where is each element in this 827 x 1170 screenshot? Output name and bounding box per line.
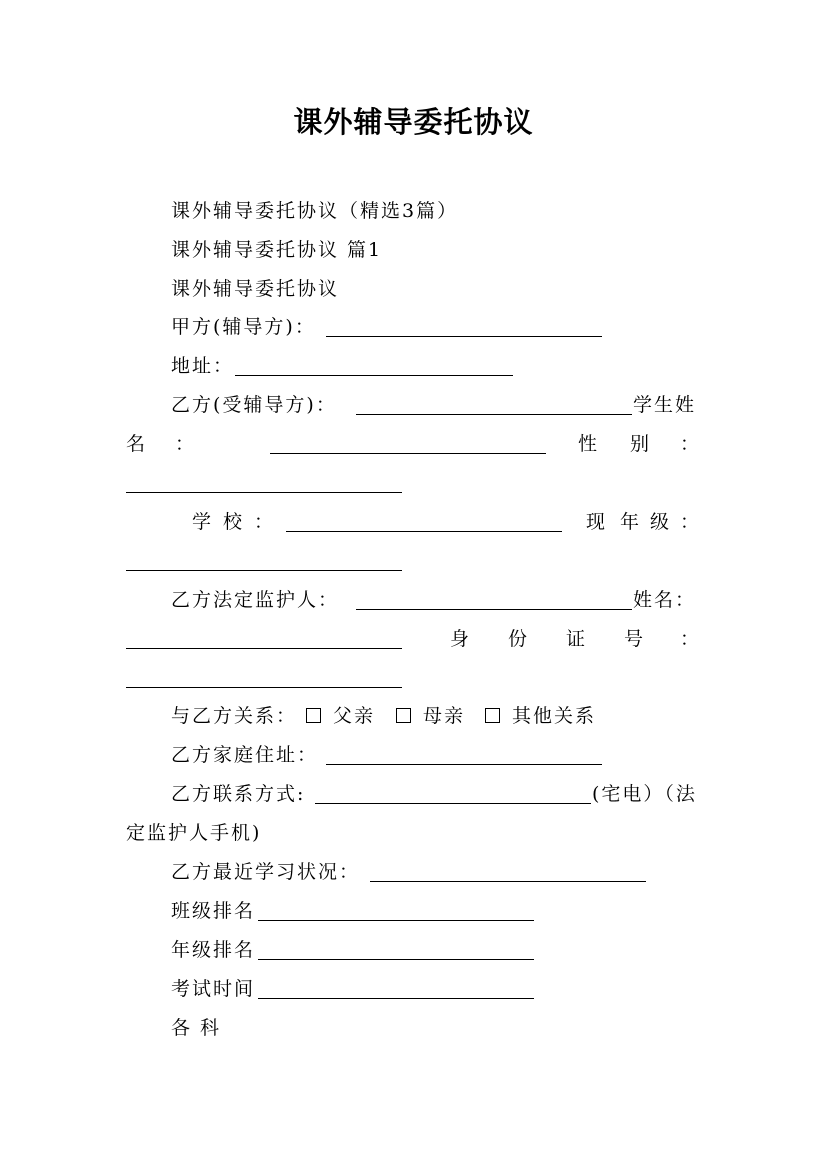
option-label: 母亲: [423, 705, 466, 727]
study-status-blank[interactable]: [370, 881, 646, 882]
home-address-line: [0, 739, 827, 771]
grade-blank-line: [0, 545, 827, 577]
id-label-char: 身: [450, 628, 472, 650]
id-label-char: 份: [508, 628, 530, 650]
gender-blank[interactable]: [126, 492, 402, 493]
school-line: [0, 506, 827, 538]
checkbox-icon[interactable]: [306, 708, 321, 723]
exam-time-line: [0, 973, 827, 1005]
section-heading: 课外辅导委托协议 篇1: [171, 239, 383, 261]
student-name-label-end: 名: [126, 433, 148, 455]
class-rank-line: [0, 895, 827, 927]
colon: ：: [175, 433, 197, 455]
grade-rank-blank[interactable]: [258, 959, 534, 960]
student-name-line: [0, 428, 827, 460]
text-line: [0, 817, 827, 849]
text-line: [0, 234, 827, 266]
id-line: [0, 623, 827, 655]
student-name-label-start: 学生姓: [633, 394, 697, 416]
address-label: 地址：: [171, 355, 235, 377]
id-blank-line: [0, 662, 827, 694]
grade-rank-line: [0, 934, 827, 966]
relation-option-mother[interactable]: [396, 700, 465, 732]
home-address-blank[interactable]: [326, 764, 602, 765]
grade-label-char: 现: [586, 511, 608, 533]
contact-phone-note: (宅电）（法: [592, 783, 697, 805]
party-a-line: [0, 311, 827, 343]
grade-rank-label: 年级排名: [171, 939, 256, 961]
guardian-label: 乙方法定监护人：: [171, 589, 340, 611]
party-a-blank[interactable]: [326, 336, 602, 337]
study-status-line: [0, 856, 827, 888]
checkbox-icon[interactable]: [396, 708, 411, 723]
address-line: [0, 350, 827, 382]
colon: ：: [680, 511, 702, 533]
agreement-heading: 课外辅导委托协议: [171, 278, 340, 300]
party-a-label: 甲方(辅导方)：: [171, 316, 316, 338]
subtitle-text: 课外辅导委托协议（精选3篇）: [171, 200, 459, 222]
grade-label-char: 级: [650, 511, 672, 533]
gender-blank-line: [0, 467, 827, 499]
grade-blank[interactable]: [126, 570, 402, 571]
school-blank[interactable]: [286, 531, 562, 532]
guardian-blank[interactable]: [356, 609, 632, 610]
home-address-label: 乙方家庭住址：: [171, 744, 319, 766]
relation-line: [0, 700, 827, 732]
address-blank[interactable]: [235, 375, 513, 376]
option-label: 其他关系: [512, 705, 597, 727]
school-label-char: 校: [223, 511, 245, 533]
text-line: [0, 195, 827, 227]
id-label-char: 号: [624, 628, 646, 650]
gender-label-char: 性: [578, 433, 600, 455]
guardian-name-blank[interactable]: [126, 648, 402, 649]
party-b-blank[interactable]: [356, 414, 632, 415]
guardian-line: [0, 584, 827, 616]
colon: ：: [680, 628, 702, 650]
gender-label-char: 别: [630, 433, 652, 455]
guardian-phone-note: 定监护人手机): [126, 822, 262, 844]
subjects-label: 各 科: [171, 1017, 222, 1039]
relation-label: 与乙方关系：: [171, 705, 298, 727]
colon: ：: [680, 433, 702, 455]
study-status-label: 乙方最近学习状况：: [171, 861, 361, 883]
guardian-name-label: 姓名：: [633, 589, 697, 611]
class-rank-blank[interactable]: [258, 920, 534, 921]
exam-time-blank[interactable]: [258, 998, 534, 999]
school-label-char: 学: [192, 511, 214, 533]
option-label: 父亲: [333, 705, 376, 727]
id-label-char: 证: [566, 628, 588, 650]
student-name-blank[interactable]: [270, 453, 546, 454]
id-number-blank[interactable]: [126, 687, 402, 688]
contact-label: 乙方联系方式:: [171, 783, 306, 805]
contact-blank[interactable]: [315, 803, 591, 804]
text-line: [0, 273, 827, 305]
contact-line: [0, 778, 827, 810]
colon: ：: [254, 511, 276, 533]
party-b-line: [0, 389, 827, 421]
document-title: 课外辅导委托协议: [293, 105, 534, 139]
grade-label-char: 年: [620, 511, 642, 533]
checkbox-icon[interactable]: [485, 708, 500, 723]
relation-option-father[interactable]: [306, 700, 375, 732]
relation-option-other[interactable]: [485, 700, 596, 732]
class-rank-label: 班级排名: [171, 900, 256, 922]
party-b-label: 乙方(受辅导方)：: [171, 394, 337, 416]
subjects-line: [0, 1012, 827, 1044]
exam-time-label: 考试时间: [171, 978, 256, 1000]
